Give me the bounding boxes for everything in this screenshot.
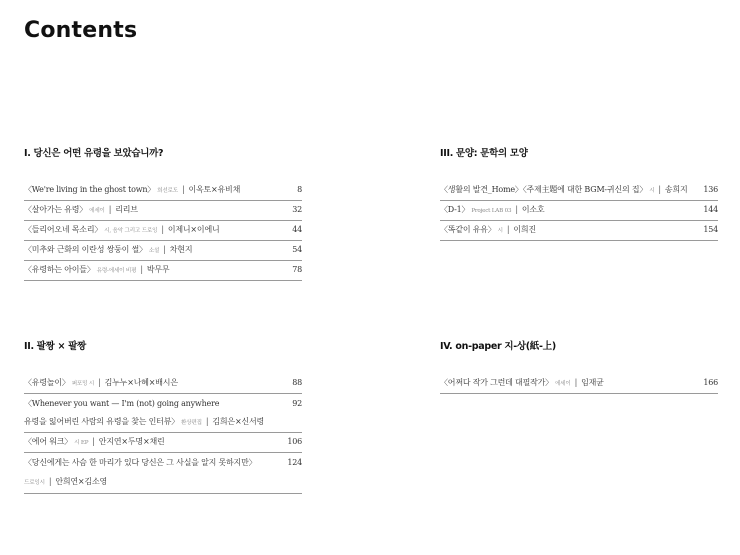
entry-page: 32 — [292, 205, 302, 214]
entry-author: 임재균 — [581, 378, 604, 387]
entry-genre: 시 — [497, 228, 503, 234]
entry-page: 106 — [287, 437, 302, 446]
entry-title: 〈당신에게는 사슴 한 마리가 있다 당신은 그 사실을 알지 못하지만〉 — [24, 458, 257, 467]
separator: | — [574, 378, 578, 387]
toc-entry[interactable] — [440, 201, 718, 221]
toc-entry[interactable] — [440, 221, 718, 241]
separator: | — [140, 265, 143, 274]
separator: | — [92, 437, 95, 446]
entry-author: 차현지 — [169, 245, 193, 254]
entry-author: 안지연×두명×채린 — [98, 437, 165, 446]
entry-page: 144 — [703, 205, 718, 214]
entry-title: 〈미추와 근화의 이란성 쌍둥이 썰〉 — [24, 245, 147, 254]
entry-author: 이희진 — [513, 225, 536, 234]
entry-title: 〈유령하는 아이들〉 — [24, 265, 95, 274]
entry-genre: Project LAB 03 — [471, 208, 512, 214]
entry-page: 154 — [703, 225, 718, 234]
entry-author: 박무무 — [146, 265, 170, 274]
section-heading: IV. on-paper 지-상(紙-上) — [440, 341, 556, 352]
entry-author: 리리브 — [115, 205, 138, 214]
entry-title: 〈살아가는 유령〉 — [24, 205, 88, 214]
entry-title: 〈Whenever you want — I'm (not) going anywhere — [24, 399, 220, 408]
entry-page: 92 — [292, 399, 302, 408]
section-4 — [440, 338, 718, 394]
page-title: Contents — [24, 18, 138, 43]
entry-genre: 드로잉시 — [24, 480, 45, 486]
toc-entry[interactable] — [24, 394, 302, 413]
entry-page: 136 — [703, 185, 718, 194]
toc-entry[interactable] — [440, 374, 718, 394]
entry-genre: 시 — [649, 188, 655, 194]
entry-title: 〈생활의 발견_Home〉〈주제主題에 대한 BGM-귀신의 집〉 — [440, 185, 648, 194]
entry-page: 54 — [292, 245, 302, 254]
separator: | — [205, 417, 209, 426]
entry-genre: 에세이 — [89, 208, 105, 214]
entry-title: 〈We're living in the ghost town〉 — [24, 185, 156, 194]
separator: | — [48, 477, 52, 486]
entry-page: 166 — [703, 378, 718, 387]
separator: | — [506, 225, 510, 234]
entry-author: 이소호 — [521, 205, 545, 214]
entry-title: 〈D-1〉 — [440, 205, 470, 214]
toc-entry[interactable] — [24, 181, 302, 201]
entry-author: 이제니×이에니 — [167, 225, 220, 234]
entry-title: 〈에어 워크〉 — [24, 437, 73, 446]
section-heading: I. 당신은 어떤 유령을 보았습니까? — [24, 148, 164, 159]
entry-page: 88 — [292, 378, 302, 387]
entry-author: 안희연×김소영 — [55, 477, 107, 486]
separator: | — [161, 225, 164, 234]
entry-genre: 퍼포밍 시 — [71, 381, 95, 387]
toc-entry[interactable] — [24, 453, 302, 494]
toc-entry[interactable] — [24, 261, 302, 281]
section-heading: II. 팔짱 × 팔짱 — [24, 341, 86, 352]
entry-page: 44 — [292, 225, 302, 234]
entry-genre: 시 EP — [74, 440, 89, 446]
separator: | — [515, 205, 518, 214]
entry-page: 78 — [292, 265, 302, 274]
toc-entry[interactable] — [24, 241, 302, 261]
separator: | — [658, 185, 661, 194]
section-2 — [24, 338, 302, 494]
entry-genre: 시, 음악 그리고 드로잉 — [104, 228, 158, 234]
entry-title: 〈들리어오네 목소리〉 — [24, 225, 103, 234]
entry-genre: 희선로도 — [157, 188, 178, 194]
toc-entry-continued[interactable] — [24, 413, 302, 433]
toc-entry[interactable] — [24, 221, 302, 241]
separator: | — [108, 205, 112, 214]
entry-genre: 환상편집 — [181, 420, 202, 426]
entry-title: 〈똑같이 유유〉 — [440, 225, 496, 234]
entry-author: 김희은×신서령 — [212, 417, 265, 426]
separator: | — [181, 185, 185, 194]
entry-genre: 소설 — [148, 248, 160, 254]
entry-title: 〈어쩌다 작가 그런데 대필작가〉 — [440, 378, 553, 387]
entry-page: 124 — [287, 458, 302, 467]
toc-entry[interactable] — [24, 374, 302, 394]
entry-author: 이옥토×유비채 — [188, 185, 241, 194]
section-heading: III. 문양: 문학의 모양 — [440, 148, 528, 159]
entry-author: 송희지 — [664, 185, 688, 194]
separator: | — [98, 378, 101, 387]
entry-title: 〈유령놀이〉 — [24, 378, 70, 387]
toc-entry[interactable] — [24, 433, 302, 453]
entry-title: 유령을 잃어버린 사람의 유령을 찾는 인터뷰〉 — [24, 417, 180, 426]
entry-genre: 에세이 — [554, 381, 571, 387]
separator: | — [163, 245, 166, 254]
entry-genre: 유령-에세이 비평 — [96, 268, 137, 274]
entry-page: 8 — [297, 185, 302, 194]
section-3 — [440, 145, 718, 241]
toc-entry[interactable] — [24, 201, 302, 221]
section-1 — [24, 145, 302, 281]
entry-author: 김누누×나혜×배시은 — [104, 378, 178, 387]
toc-entry[interactable] — [440, 181, 718, 201]
